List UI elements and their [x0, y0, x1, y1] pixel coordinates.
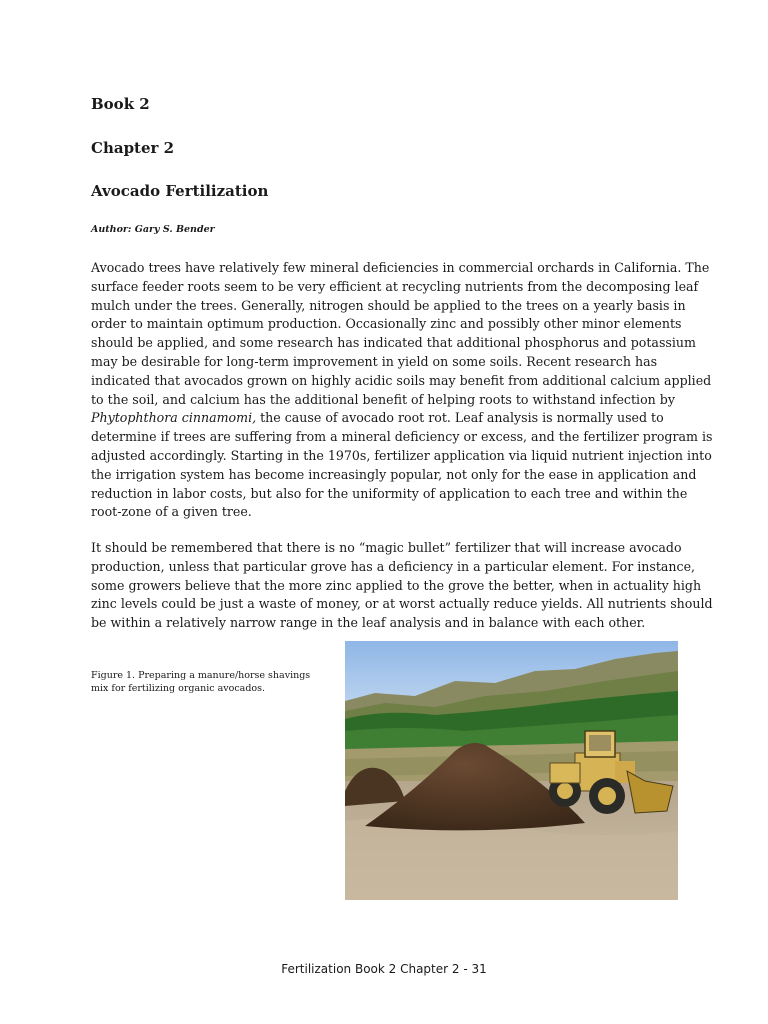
figure-caption: [91, 669, 311, 695]
paragraph-line: may be desirable for long-term improvement in yield on some soils. Recent research has: [91, 353, 658, 369]
book-heading: Book 2: [91, 95, 150, 113]
paragraph-line: be within a relatively narrow range in the leaf analysis and in balance with each other.: [91, 615, 646, 631]
page-footer: Fertilization Book 2 Chapter 2 - 31: [281, 962, 487, 976]
paragraph-line: zinc levels could be just a waste of money, or at worst actually reduce yields. All nutrients should: [91, 596, 713, 612]
paragraph-line: determine if trees are suffering from a mineral deficiency or excess, and the fertilizer program is: [91, 429, 713, 445]
caption-line: Figure 1. Preparing a manure/horse shavings: [91, 670, 311, 681]
paragraph-line: order to maintain optimum production. Occasionally zinc and possibly other minor elements: [91, 316, 682, 332]
figure-photo: [345, 641, 678, 900]
paragraph-line: to the soil, and calcium has the additional benefit of helping roots to withstand infection by: [91, 391, 675, 407]
body-paragraph-2: [91, 539, 713, 633]
paragraph-line: [91, 409, 681, 428]
body-paragraph-1: [91, 259, 713, 522]
chapter-title: Avocado Fertilization: [91, 182, 269, 200]
paragraph-line: Avocado trees have relatively few mineral deficiencies in commercial orchards in California. The: [91, 260, 710, 275]
caption-line: mix for fertilizing organic avocados.: [91, 683, 266, 694]
paragraph-line: reduction in labor costs, but also for the uniformity of application to each tree and within the: [91, 485, 688, 501]
paragraph-line: indicated that avocados grown on highly acidic soils may benefit from additional calcium applied: [91, 372, 712, 388]
paragraph-line: some growers believe that the more zinc applied to the grove the better, when in actuality high: [91, 577, 702, 593]
paragraph-line-rest: the cause of avocado root rot. Leaf analysis is normally used to: [256, 410, 664, 426]
author-line: Author: Gary S. Bender: [91, 224, 215, 235]
paragraph-line: It should be remembered that there is no “magic bullet” fertilizer that will increase avocado: [91, 540, 682, 555]
paragraph-line: the irrigation system has become increasingly popular, not only for the ease in application and: [91, 466, 697, 482]
paragraph-line: mulch under the trees. Generally, nitrogen should be applied to the trees on a yearly basis in: [91, 297, 686, 313]
paragraph-line: surface feeder roots seem to be very efficient at recycling nutrients from the decomposing leaf: [91, 278, 699, 294]
chapter-heading: Chapter 2: [91, 139, 175, 157]
paragraph-line: should be applied, and some research has indicated that additional phosphorus and potassium: [91, 335, 696, 351]
paragraph-line: adjusted accordingly. Starting in the 1970s, fertilizer application via liquid nutrient injection into: [91, 447, 712, 463]
paragraph-line: production, unless that particular grove has a deficiency in a particular element. For instance,: [91, 558, 696, 574]
paragraph-line: root-zone of a given tree.: [91, 504, 252, 520]
species-name: Phytophthora cinnamomi,: [91, 410, 257, 426]
